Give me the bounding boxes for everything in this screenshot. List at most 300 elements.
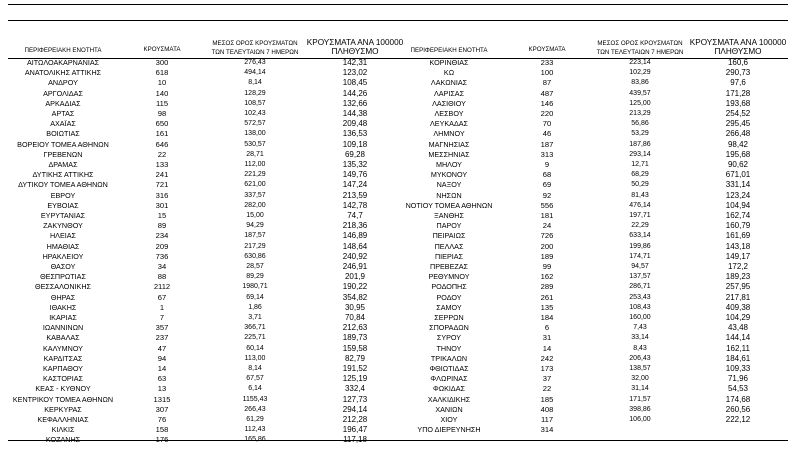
- region-name: ΑΡΓΟΛΙΔΑΣ: [43, 89, 83, 98]
- region-name: ΑΝΑΤΟΛΙΚΗΣ ΑΤΤΙΚΗΣ: [24, 69, 102, 78]
- seven-day-average: 102,43: [244, 110, 266, 117]
- rate-per-100000: 123,24: [725, 191, 751, 200]
- seven-day-average: 160,00: [629, 314, 651, 321]
- region-name: ΕΥΒΟΙΑΣ: [47, 201, 79, 210]
- region-name: ΧΙΟΥ: [440, 416, 458, 424]
- seven-day-average: 112,43: [244, 426, 266, 434]
- cases-value: 189: [540, 252, 554, 261]
- rate-per-100000: 54,53: [727, 385, 749, 394]
- cases-value: 185: [540, 395, 554, 404]
- seven-day-average: 22,29: [631, 222, 649, 230]
- seven-day-average: 102,29: [629, 69, 651, 77]
- right-table-row: [0, 59, 780, 67]
- region-name: ΜΑΓΝΗΣΙΑΣ: [428, 140, 470, 149]
- right-table-row: [0, 212, 780, 220]
- region-name: ΙΩΑΝΝΙΝΩΝ: [42, 324, 84, 333]
- rate-per-100000: 332,4: [344, 385, 366, 394]
- right-table-row: [0, 355, 780, 363]
- region-name: ΚΑΛΥΜΝΟΥ: [43, 344, 83, 353]
- right-table-row: [0, 314, 780, 322]
- region-name: ΔΥΤΙΚΗΣ ΑΤΤΙΚΗΣ: [32, 171, 94, 180]
- rate-per-100000: 74,7: [347, 212, 363, 220]
- seven-day-average: 206,43: [629, 354, 651, 362]
- rate-per-100000: 294,14: [342, 405, 368, 414]
- cases-value: 7: [159, 314, 165, 322]
- seven-day-average: 187,57: [244, 232, 266, 240]
- region-name: ΣΕΡΡΩΝ: [434, 314, 464, 322]
- rate-per-100000: 90,62: [727, 161, 749, 169]
- seven-day-average: 113,00: [244, 354, 266, 362]
- seven-day-average: 89,29: [246, 273, 264, 281]
- region-name: ΗΛΕΙΑΣ: [49, 232, 77, 241]
- right-table-row: [0, 69, 780, 77]
- rate-per-100000: 189,73: [342, 334, 368, 343]
- cases-value: 307: [155, 405, 169, 414]
- cases-value: 650: [155, 120, 169, 129]
- region-name: ΣΑΜΟΥ: [436, 303, 462, 312]
- seven-day-average: 83,86: [631, 79, 649, 87]
- rate-per-100000: 191,52: [342, 365, 368, 373]
- seven-day-average: 8,43: [633, 344, 647, 352]
- cases-value: 2112: [153, 283, 171, 292]
- rate-per-100000: 69,28: [344, 150, 366, 159]
- region-name: ΙΘΑΚΗΣ: [49, 303, 77, 312]
- right-table-row: [0, 79, 780, 87]
- cases-value: 69: [542, 181, 552, 190]
- region-name: ΑΙΤΩΛΟΑΚΑΡΝΑΝΙΑΣ: [26, 59, 100, 67]
- region-name: ΚΑΡΠΑΘΟΥ: [43, 365, 83, 373]
- seven-day-average: 94,29: [246, 222, 264, 230]
- cases-value: 301: [155, 201, 169, 210]
- rate-per-100000: 143,18: [725, 242, 751, 251]
- cases-value: 261: [540, 293, 554, 302]
- rate-per-100000: 149,76: [342, 171, 368, 180]
- right-table-row: [0, 324, 780, 332]
- cases-value: 88: [157, 273, 167, 282]
- seven-day-average: 494,14: [244, 69, 266, 77]
- right-table-row: [0, 151, 780, 159]
- rate-per-100000: 136,53: [342, 130, 368, 139]
- right-header-region: ΠΕΡΙΦΕΡΕΙΑΚΗ ΕΝΟΤΗΤΑ: [410, 47, 488, 54]
- right-table-row: [0, 253, 780, 261]
- right-header-rate-line2: ΠΛΗΘΥΣΜΟ: [714, 47, 762, 56]
- seven-day-average: 337,57: [244, 191, 266, 199]
- region-name: ΦΘΙΩΤΙΔΑΣ: [429, 365, 469, 373]
- region-name: ΘΕΣΣΑΛΟΝΙΚΗΣ: [35, 283, 91, 292]
- region-name: ΖΑΚΥΝΘΟΥ: [43, 222, 83, 231]
- seven-day-average: 3,71: [248, 314, 262, 321]
- bottom-rule: [8, 440, 788, 441]
- region-name: ΛΕΥΚΑΔΑΣ: [429, 120, 468, 129]
- region-name: ΗΜΑΘΙΑΣ: [46, 242, 80, 251]
- seven-day-average: 293,14: [629, 150, 651, 158]
- rate-per-100000: 209,48: [342, 120, 368, 129]
- region-name: ΦΛΩΡΙΝΑΣ: [430, 375, 468, 384]
- rate-per-100000: 295,45: [725, 120, 751, 129]
- rate-per-100000: 213,59: [342, 191, 368, 200]
- region-name: ΔΡΑΜΑΣ: [48, 161, 78, 169]
- cases-value: 68: [542, 171, 552, 180]
- right-table-row: [0, 232, 780, 240]
- right-header-cases: ΚΡΟΥΣΜΑΤΑ: [528, 46, 566, 53]
- region-name: ΓΡΕΒΕΝΩΝ: [43, 150, 83, 159]
- cases-value: 87: [542, 79, 552, 88]
- region-name: ΤΗΝΟΥ: [436, 344, 462, 353]
- cases-value: 289: [540, 283, 554, 292]
- cases-value: 237: [155, 334, 169, 343]
- region-name: ΥΠΟ ΔΙΕΡΕΥΝΗΣΗ: [417, 426, 481, 435]
- rate-per-100000: 132,66: [342, 99, 368, 108]
- seven-day-average: 32,00: [631, 375, 649, 383]
- rate-per-100000: 184,61: [725, 354, 751, 363]
- cases-value: 1: [159, 303, 165, 312]
- region-name: ΠΑΡΟΥ: [436, 222, 462, 231]
- right-table-row: [0, 273, 780, 281]
- cases-value: 162: [540, 273, 554, 282]
- header-rule: [8, 58, 788, 59]
- region-name: ΤΡΙΚΑΛΩΝ: [430, 354, 468, 363]
- rate-per-100000: 142,78: [342, 201, 368, 210]
- rate-per-100000: 195,68: [725, 150, 751, 159]
- seven-day-average: 1980,71: [242, 283, 268, 291]
- cases-value: 140: [155, 89, 169, 98]
- cases-value: 187: [540, 140, 554, 149]
- cases-value: 184: [540, 314, 554, 322]
- cases-value: 22: [157, 150, 167, 159]
- cases-value: 316: [155, 191, 169, 200]
- rate-per-100000: 266,48: [725, 130, 751, 139]
- rate-per-100000: 159,58: [342, 344, 368, 353]
- rate-per-100000: 123,02: [342, 69, 368, 78]
- cases-value: 314: [540, 426, 554, 435]
- right-table-row: [0, 192, 780, 200]
- region-name: ΧΑΝΙΩΝ: [435, 405, 463, 414]
- rate-per-100000: 98,42: [727, 140, 749, 149]
- cases-value: 200: [540, 242, 554, 251]
- rate-per-100000: 160,79: [725, 222, 751, 231]
- rate-per-100000: 125,19: [342, 375, 368, 384]
- seven-day-average: 1,86: [248, 303, 262, 311]
- rate-per-100000: 135,32: [342, 161, 368, 169]
- region-name: ΘΑΣΟΥ: [50, 263, 76, 271]
- right-table-row: [0, 222, 780, 230]
- seven-day-average: 15,00: [246, 212, 264, 219]
- region-name: ΚΙΛΚΙΣ: [51, 426, 75, 435]
- cases-value: 158: [155, 426, 169, 435]
- right-table-row: [0, 202, 780, 210]
- rate-per-100000: 117,18: [343, 436, 367, 445]
- seven-day-average: 439,57: [629, 89, 651, 97]
- rate-per-100000: 260,56: [725, 405, 751, 414]
- region-name: ΛΕΣΒΟΥ: [434, 110, 464, 118]
- cases-value: 233: [540, 59, 554, 67]
- seven-day-average: 12,71: [631, 161, 649, 168]
- region-name: ΙΚΑΡΙΑΣ: [49, 314, 77, 322]
- cases-value: 736: [155, 252, 169, 261]
- right-table-row: [0, 141, 780, 149]
- cases-value: 173: [540, 365, 554, 373]
- region-name: ΜΥΚΟΝΟΥ: [430, 171, 468, 180]
- right-table-row: [0, 171, 780, 179]
- region-name: ΚΕΦΑΛΛΗΝΙΑΣ: [37, 416, 89, 424]
- cases-value: 1315: [153, 395, 171, 404]
- right-table-row: [0, 385, 780, 393]
- region-name: ΕΥΡΥΤΑΝΙΑΣ: [40, 212, 86, 220]
- rate-per-100000: 161,69: [725, 232, 751, 241]
- right-table-row: [0, 263, 780, 271]
- region-name: ΣΠΟΡΑΔΩΝ: [429, 324, 469, 333]
- cases-value: 99: [542, 263, 552, 271]
- region-name: ΚΕΡΚΥΡΑΣ: [44, 405, 82, 414]
- cases-value: 234: [155, 232, 169, 241]
- right-table-row: [0, 426, 780, 434]
- cases-value: 556: [540, 201, 554, 210]
- rate-per-100000: 257,95: [725, 283, 751, 292]
- right-header-avg-line2: ΤΩΝ ΤΕΛΕΥΤΑΙΩΝ 7 ΗΜΕΡΩΝ: [596, 49, 684, 56]
- right-table-row: [0, 294, 780, 302]
- seven-day-average: 67,57: [246, 375, 264, 383]
- rate-per-100000: 148,64: [342, 242, 368, 251]
- seven-day-average: 221,29: [244, 171, 266, 179]
- right-table-row: [0, 90, 780, 98]
- seven-day-average: 630,86: [244, 252, 266, 260]
- cases-value: 726: [540, 232, 554, 241]
- rate-per-100000: 109,18: [342, 140, 368, 149]
- region-name: ΡΕΘΥΜΝΟΥ: [428, 273, 470, 282]
- rate-per-100000: 189,23: [725, 273, 751, 282]
- cases-value: 22: [542, 385, 552, 394]
- cases-value: 24: [542, 222, 552, 231]
- rate-per-100000: 162,11: [726, 344, 750, 353]
- rate-per-100000: 190,22: [342, 283, 368, 292]
- cases-value: 92: [542, 191, 552, 200]
- rate-per-100000: 196,47: [342, 426, 368, 435]
- seven-day-average: 108,57: [244, 99, 266, 107]
- region-name: ΜΗΛΟΥ: [436, 161, 462, 169]
- seven-day-average: 56,86: [631, 120, 649, 128]
- cases-value: 98: [157, 110, 167, 118]
- region-name: ΡΟΔΟΥ: [436, 293, 462, 302]
- region-name: ΑΧΑΪΑΣ: [50, 120, 76, 129]
- cases-value: 117: [540, 416, 554, 424]
- region-name: ΕΒΡΟΥ: [50, 191, 76, 200]
- left-header-avg-line2: ΤΩΝ ΤΕΛΕΥΤΑΙΩΝ 7 ΗΜΕΡΩΝ: [211, 49, 299, 56]
- rate-per-100000: 109,33: [725, 365, 751, 373]
- rate-per-100000: 201,9: [344, 273, 366, 282]
- right-table-row: [0, 396, 780, 404]
- rate-per-100000: 212,28: [342, 416, 368, 424]
- region-name: ΠΙΕΡΙΑΣ: [434, 252, 463, 261]
- seven-day-average: 137,57: [629, 273, 651, 281]
- top-rule: [8, 4, 788, 5]
- cases-value: 13: [157, 385, 167, 394]
- rate-per-100000: 43,48: [727, 324, 749, 333]
- seven-day-average: 225,71: [244, 334, 266, 342]
- rate-per-100000: 174,68: [725, 395, 751, 404]
- seven-day-average: 187,86: [629, 140, 651, 148]
- cases-value: 67: [157, 293, 167, 302]
- cases-value: 487: [540, 89, 554, 98]
- cases-value: 46: [542, 130, 552, 139]
- seven-day-average: 286,71: [629, 283, 651, 291]
- cases-value: 100: [540, 69, 554, 78]
- rate-per-100000: 172,2: [727, 263, 749, 271]
- right-table-row: [0, 161, 780, 169]
- cases-value: 242: [540, 354, 554, 363]
- cases-value: 6: [544, 324, 550, 333]
- seven-day-average: 28,71: [246, 150, 264, 158]
- cases-value: 70: [542, 120, 552, 129]
- region-name: ΡΟΔΟΠΗΣ: [431, 283, 467, 292]
- cases-value: 31: [542, 334, 552, 343]
- cases-value: 176: [155, 436, 169, 445]
- rate-per-100000: 240,92: [342, 252, 368, 261]
- rate-per-100000: 142,31: [342, 59, 368, 67]
- rate-per-100000: 82,79: [344, 354, 366, 363]
- seven-day-average: 7,43: [633, 324, 647, 332]
- seven-day-average: 199,86: [629, 242, 651, 250]
- cases-value: 63: [157, 375, 167, 384]
- rate-per-100000: 171,28: [725, 89, 751, 98]
- rate-per-100000: 149,17: [725, 252, 751, 261]
- seven-day-average: 108,43: [629, 303, 651, 311]
- rate-per-100000: 246,91: [342, 263, 368, 271]
- cases-value: 300: [155, 59, 169, 67]
- seven-day-average: 366,71: [244, 324, 266, 332]
- seven-day-average: 68,29: [631, 171, 649, 179]
- region-name: ΘΕΣΠΡΩΤΙΑΣ: [40, 273, 86, 282]
- cases-value: 241: [155, 171, 169, 180]
- cases-value: 161: [155, 130, 169, 139]
- seven-day-average: 31,14: [631, 385, 649, 393]
- rate-per-100000: 218,36: [342, 222, 368, 231]
- region-name: ΚΕΝΤΡΙΚΟΥ ΤΟΜΕΑ ΑΘΗΝΩΝ: [12, 395, 114, 404]
- right-header-rate-line1: ΚΡΟΥΣΜΑΤΑ ΑΝΑ 100000: [689, 38, 787, 47]
- cases-value: 9: [544, 161, 550, 169]
- region-name: ΜΕΣΣΗΝΙΑΣ: [428, 150, 470, 159]
- left-header-cases: ΚΡΟΥΣΜΑΤΑ: [143, 46, 181, 53]
- seven-day-average: 621,00: [244, 181, 266, 189]
- seven-day-average: 197,71: [629, 212, 651, 219]
- cases-value: 618: [155, 69, 169, 78]
- rate-per-100000: 290,73: [725, 69, 751, 78]
- right-header-avg-line1: ΜΕΣΟΣ ΟΡΟΣ ΚΡΟΥΣΜΑΤΩΝ: [597, 40, 683, 47]
- seven-day-average: 217,29: [244, 242, 266, 250]
- cases-value: 94: [157, 354, 167, 363]
- seven-day-average: 253,43: [629, 293, 651, 301]
- cases-value: 14: [542, 344, 552, 353]
- cases-value: 408: [540, 405, 554, 414]
- seven-day-average: 50,29: [631, 181, 649, 189]
- rate-per-100000: 144,38: [342, 110, 368, 118]
- right-table-row: [0, 283, 780, 291]
- region-name: ΦΩΚΙΔΑΣ: [433, 385, 465, 394]
- region-name: ΠΡΕΒΕΖΑΣ: [430, 263, 468, 271]
- seven-day-average: 8,14: [248, 365, 262, 372]
- seven-day-average: 128,29: [244, 89, 266, 97]
- rate-per-100000: 144,14: [725, 334, 751, 343]
- rate-per-100000: 97,6: [730, 79, 746, 88]
- left-header-avg-line1: ΜΕΣΟΣ ΟΡΟΣ ΚΡΟΥΣΜΑΤΩΝ: [212, 40, 298, 47]
- right-table-row: [0, 304, 780, 312]
- left-header-rate-line2: ΠΛΗΘΥΣΜΟ: [331, 47, 379, 56]
- region-name: ΠΕΙΡΑΙΩΣ: [432, 232, 466, 241]
- region-name: ΗΡΑΚΛΕΙΟΥ: [42, 252, 84, 261]
- region-name: ΒΟΙΩΤΙΑΣ: [46, 130, 80, 139]
- right-table-row: [0, 406, 780, 414]
- rate-per-100000: 146,89: [342, 232, 368, 241]
- left-header-rate-line1: ΚΡΟΥΣΜΑΤΑ ΑΝΑ 100000: [306, 38, 404, 47]
- right-table-row: [0, 100, 780, 108]
- cases-value: 14: [157, 365, 167, 373]
- cases-value: 10: [157, 79, 167, 88]
- rate-per-100000: 71,96: [727, 375, 749, 384]
- seven-day-average: 28,57: [246, 263, 264, 270]
- region-name: ΣΥΡΟΥ: [436, 334, 462, 343]
- rate-per-100000: 30,95: [344, 303, 366, 312]
- seven-day-average: 112,00: [244, 161, 266, 168]
- right-table-row: [0, 345, 780, 353]
- seven-day-average: 53,29: [631, 130, 649, 138]
- seven-day-average: 60,14: [246, 344, 264, 352]
- seven-day-average: 223,14: [629, 59, 651, 66]
- right-table-row: [0, 334, 780, 342]
- cases-value: 34: [157, 263, 167, 271]
- seven-day-average: 8,14: [248, 79, 262, 87]
- rate-per-100000: 104,29: [725, 314, 751, 322]
- cases-value: 220: [540, 110, 554, 118]
- cases-value: 721: [155, 181, 169, 190]
- seven-day-average: 138,57: [629, 365, 651, 372]
- cases-value: 37: [542, 375, 552, 384]
- rate-per-100000: 217,81: [725, 293, 751, 302]
- cases-value: 313: [540, 150, 554, 159]
- cases-value: 47: [157, 344, 167, 353]
- rate-per-100000: 331,14: [725, 181, 751, 190]
- right-table-row: [0, 375, 780, 383]
- cases-value: 76: [157, 416, 167, 424]
- left-header-region: ΠΕΡΙΦΕΡΕΙΑΚΗ ΕΝΟΤΗΤΑ: [24, 47, 102, 54]
- right-table-row: [0, 130, 780, 138]
- seven-day-average: 633,14: [629, 232, 651, 240]
- seven-day-average: 61,29: [246, 416, 264, 423]
- rate-per-100000: 127,73: [342, 395, 368, 404]
- region-name: ΛΑΣΙΘΙΟΥ: [432, 99, 466, 108]
- cases-value: 209: [155, 242, 169, 251]
- rate-per-100000: 108,45: [342, 79, 368, 88]
- seven-day-average: 6,14: [248, 385, 262, 393]
- region-name: ΚΟΖΑΝΗΣ: [45, 436, 81, 445]
- seven-day-average: 1155,43: [242, 395, 268, 403]
- right-table-row: [0, 181, 780, 189]
- cases-value: 181: [540, 212, 554, 220]
- seven-day-average: 213,29: [629, 110, 651, 117]
- rate-per-100000: 354,82: [342, 293, 368, 302]
- rate-per-100000: 160,6: [727, 59, 749, 67]
- rate-per-100000: 254,52: [725, 110, 751, 118]
- top-rule-2: [8, 20, 788, 21]
- region-name: ΑΡΚΑΔΙΑΣ: [45, 99, 81, 108]
- rate-per-100000: 104,94: [725, 201, 751, 210]
- region-name: ΑΝΔΡΟΥ: [48, 79, 78, 88]
- rate-per-100000: 144,26: [342, 89, 368, 98]
- rate-per-100000: 212,63: [342, 324, 368, 333]
- rate-per-100000: 193,68: [725, 99, 751, 108]
- cases-value: 115: [155, 99, 169, 108]
- region-name: ΑΡΤΑΣ: [51, 110, 75, 118]
- seven-day-average: 276,43: [244, 59, 266, 66]
- right-table-row: [0, 243, 780, 251]
